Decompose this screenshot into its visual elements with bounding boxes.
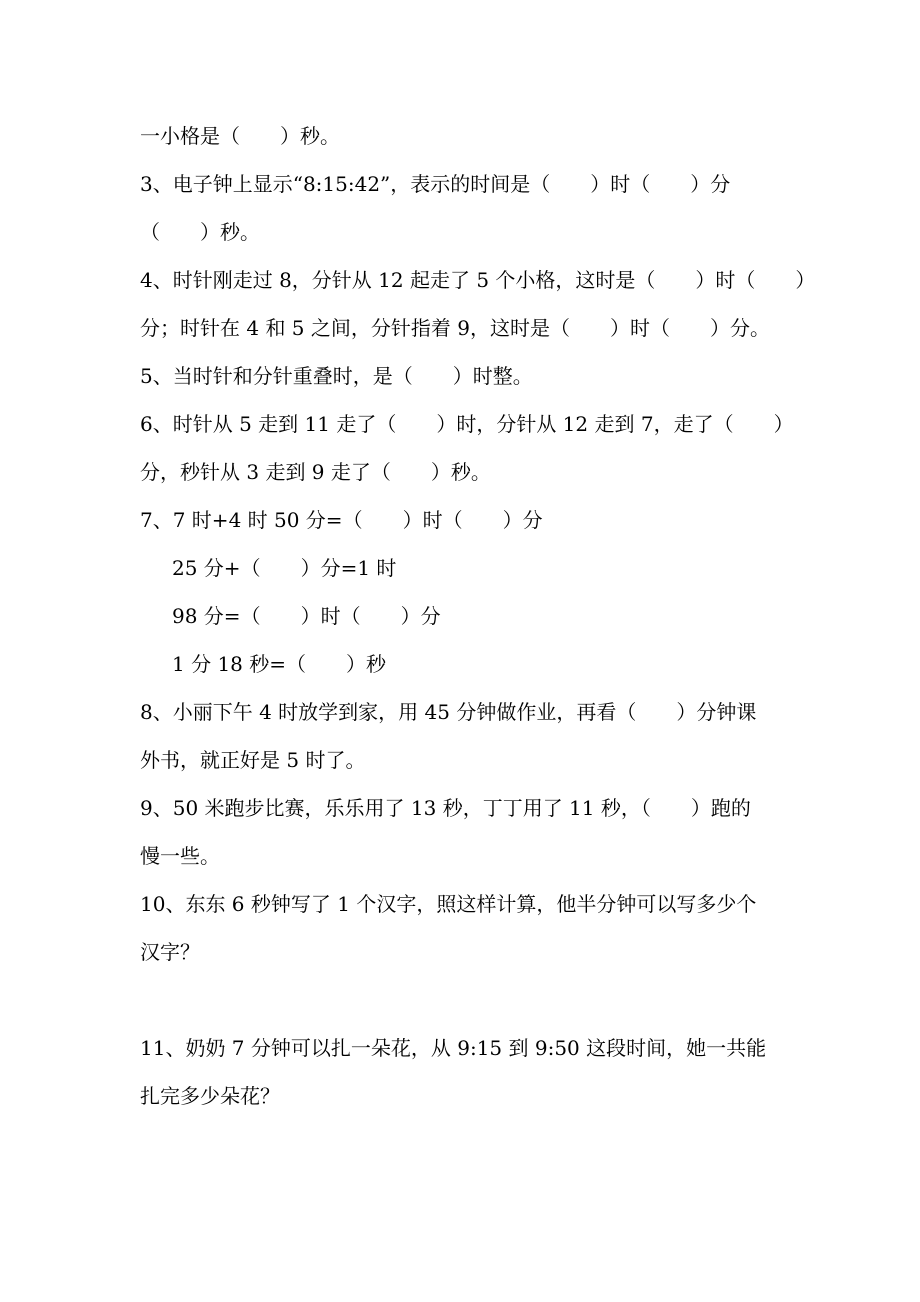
- question-7c: 98 分=（ ）时（ ）分: [172, 604, 441, 628]
- text-line-16: 慢一些。: [140, 844, 220, 868]
- question-7b: 25 分+（ ）分=1 时: [172, 556, 397, 580]
- text-line-8: 分，秒针从 3 走到 9 走了（ ）秒。: [140, 460, 491, 484]
- question-8: 8、小丽下午 4 时放学到家，用 45 分钟做作业，再看（ ）分钟课: [140, 700, 757, 724]
- text-line-14: 外书，就正好是 5 时了。: [140, 748, 366, 772]
- question-5: 5、当时针和分针重叠时，是（ ）时整。: [140, 364, 533, 388]
- question-7: 7、7 时+4 时 50 分=（ ）时（ ）分: [140, 508, 543, 532]
- question-10: 10、东东 6 秒钟写了 1 个汉字，照这样计算，他半分钟可以写多少个: [140, 892, 757, 916]
- text-line-18: 汉字？: [140, 940, 200, 964]
- text-line-3: （ ）秒。: [140, 220, 260, 244]
- question-11: 11、奶奶 7 分钟可以扎一朵花，从 9:15 到 9:50 这段时间，她一共能: [140, 1036, 767, 1060]
- question-4: 4、时针刚走过 8，分针从 12 起走了 5 个小格，这时是（ ）时（ ）: [140, 268, 816, 292]
- question-3: 3、电子钟上显示“8:15:42”，表示的时间是（ ）时（ ）分: [140, 172, 731, 196]
- text-line-1: 一小格是（ ）秒。: [140, 124, 340, 148]
- question-6: 6、时针从 5 走到 11 走了（ ）时，分针从 12 走到 7，走了（ ）: [140, 412, 794, 436]
- question-7d: 1 分 18 秒=（ ）秒: [172, 652, 387, 676]
- text-line-20: 扎完多少朵花？: [140, 1084, 280, 1108]
- text-line-5: 分；时针在 4 和 5 之间，分针指着 9，这时是（ ）时（ ）分。: [140, 316, 770, 340]
- question-9: 9、50 米跑步比赛，乐乐用了 13 秒，丁丁用了 11 秒，（ ）跑的: [140, 796, 751, 820]
